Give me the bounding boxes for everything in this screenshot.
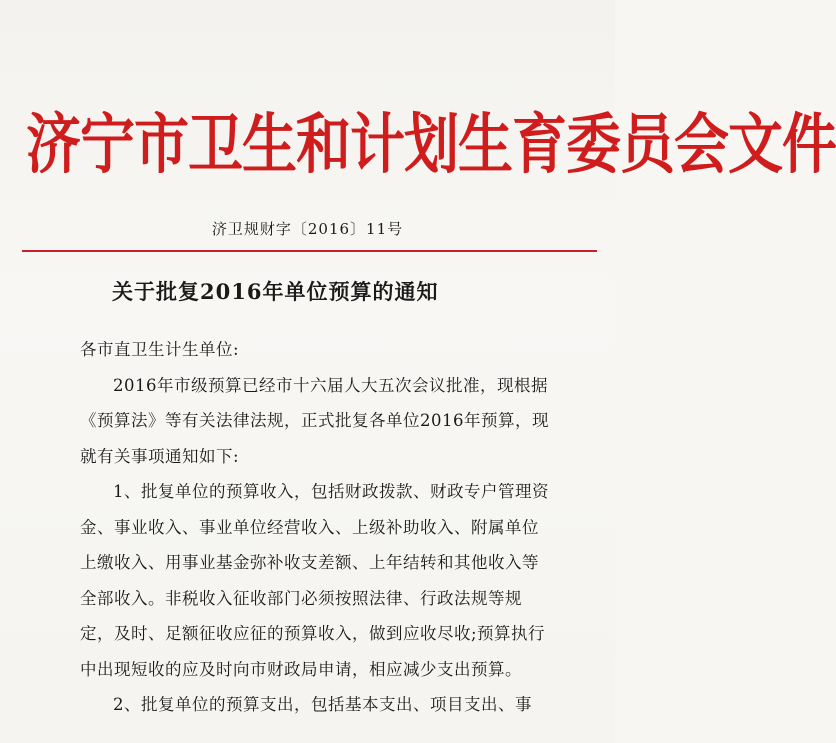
red-divider-rule	[22, 250, 597, 252]
notice-body	[80, 332, 550, 723]
paragraph: 2016年市级预算已经市十六届人大五次会议批准，现根据《预算法》等有关法律法规，正式批复各单位2016年预算，现就有关事项通知如下:	[80, 375, 549, 466]
masthead-title: 济宁市卫生和计划生育委员会文件	[26, 104, 836, 182]
paragraph: 1、批复单位的预算收入，包括财政拨款、财政专户管理资金、事业收入、事业单位经营收入、上级补助收入、附属单位上缴收入、用事业基金弥补收支差额、上年结转和其他收入等全部收入。非税收入征收部门必须按照法律、行政法规等规定，及时、足额征收应征的预算收入，做到应收尽收;预算执行中出现短收的应及时向市财政局申请，相应减少支出预算。	[80, 482, 549, 679]
paragraph: 2、批复单位的预算支出，包括基本支出、项目支出、事	[113, 695, 532, 714]
salutation: 各市直卫生计生单位:	[80, 340, 240, 359]
document-number: 济卫规财字〔2016〕11号	[211, 220, 404, 238]
notice-title: 关于批复2016年单位预算的通知	[112, 279, 439, 304]
